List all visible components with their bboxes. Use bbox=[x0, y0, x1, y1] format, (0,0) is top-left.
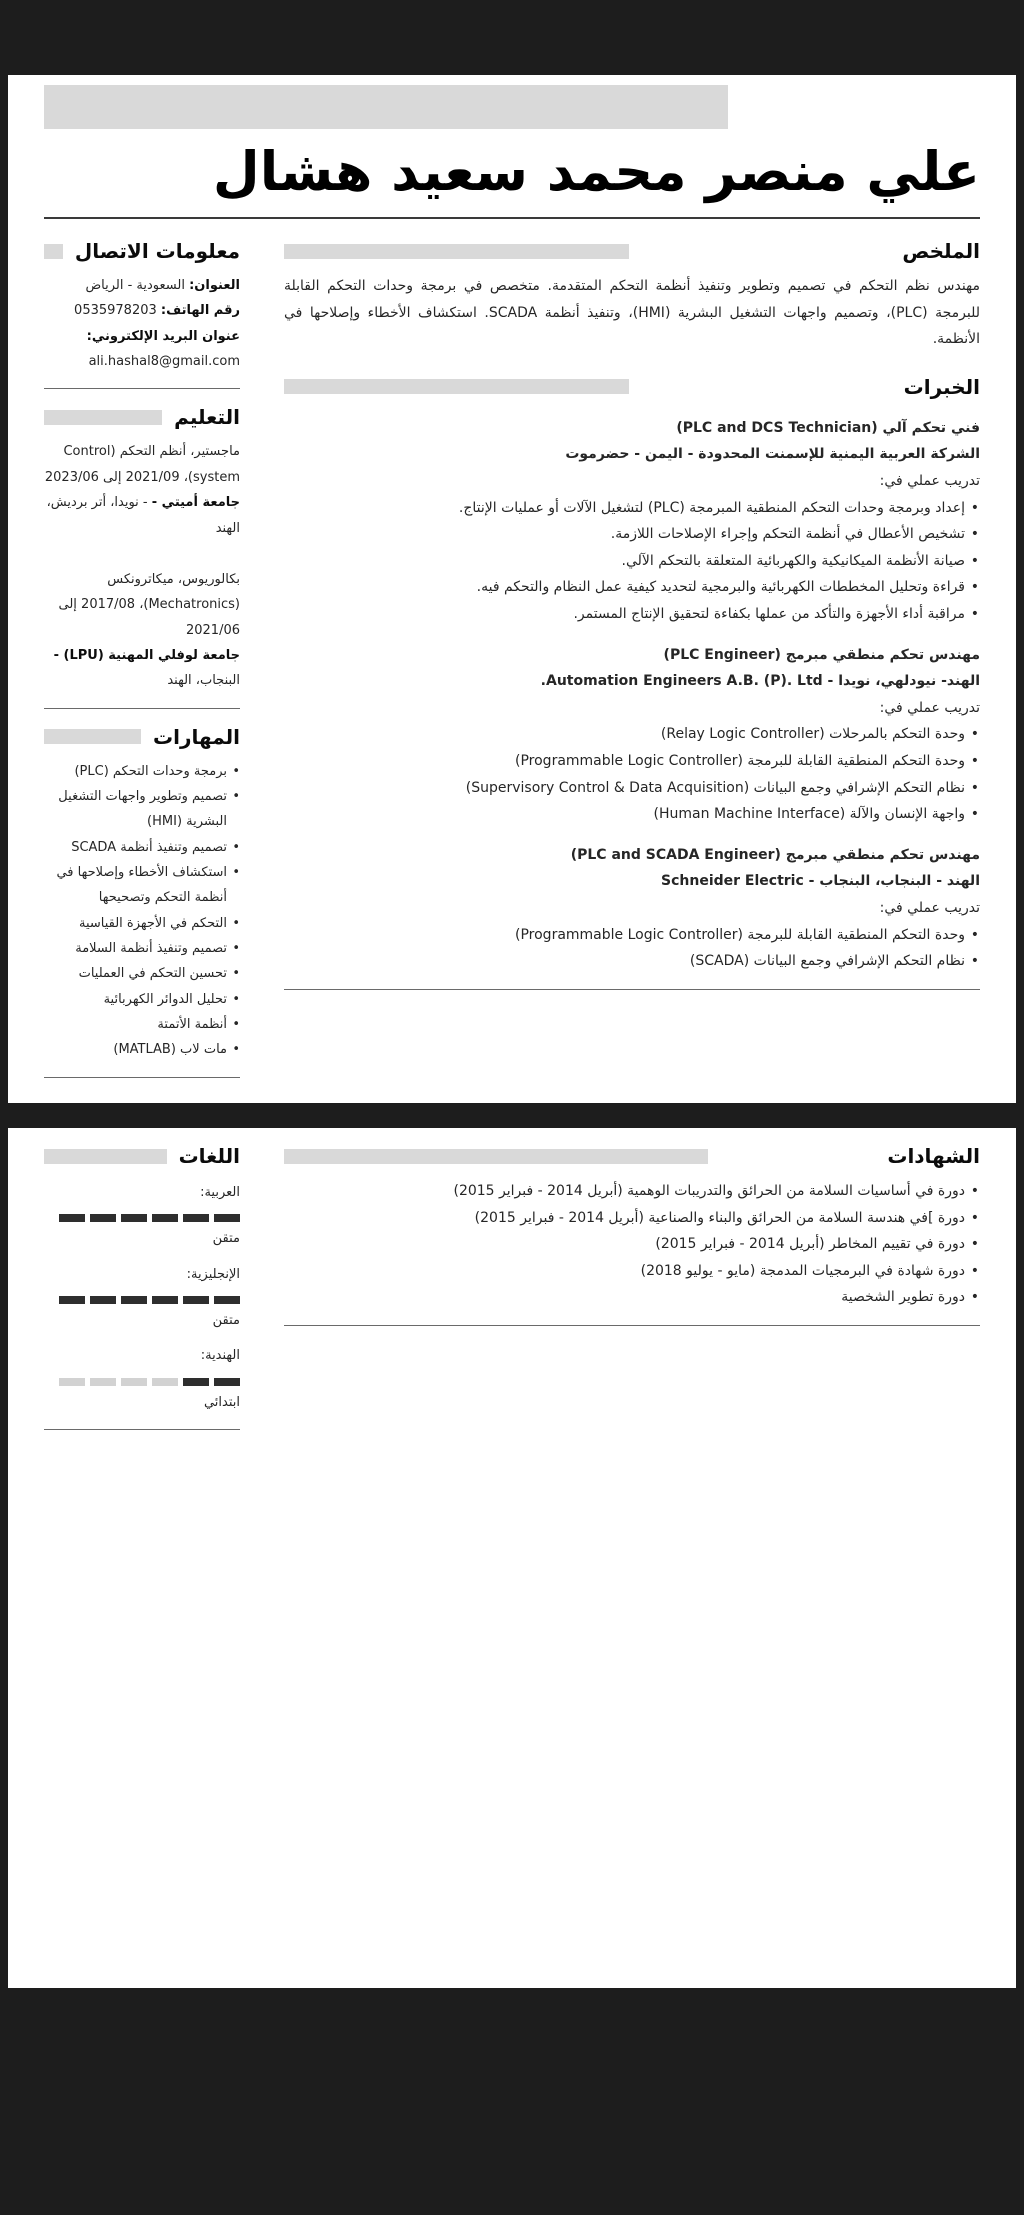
job-duty: • نظام التحكم الإشرافي وجمع البيانات (SCADA) bbox=[284, 948, 980, 975]
skills-section bbox=[44, 723, 240, 1063]
level-segment bbox=[90, 1378, 116, 1386]
certificate-item: • دورة في أساسيات السلامة من الحرائق والتدريبات الوهمية (أبريل 2014 - فبراير 2015) bbox=[284, 1178, 980, 1205]
sidebar-divider bbox=[44, 1077, 240, 1078]
contact-address bbox=[44, 273, 240, 298]
level-segment bbox=[121, 1378, 147, 1386]
heading-placeholder-bar bbox=[44, 244, 63, 259]
experience-section bbox=[284, 373, 980, 990]
job-company: الشركة العربية اليمنية للإسمنت المحدودة - اليمن - حضرموت bbox=[565, 446, 980, 463]
skill-item: • تصميم وتنفيذ أنظمة SCADA bbox=[44, 835, 240, 860]
skill-item: • أنظمة الأتمتة bbox=[44, 1012, 240, 1037]
skill-item: • تحسين التحكم في العمليات bbox=[44, 961, 240, 986]
skill-item: • استكشاف الأخطاء وإصلاحها في أنظمة التحكم وتصحيحها bbox=[44, 860, 240, 911]
skill-item: • تحليل الدوائر الكهربائية bbox=[44, 987, 240, 1012]
language-label: الهندية: bbox=[200, 1348, 240, 1364]
heading-placeholder-bar bbox=[284, 379, 629, 394]
level-segment bbox=[59, 1214, 85, 1222]
job-duties-list bbox=[284, 922, 980, 975]
job-intro: تدريب عملي في: bbox=[879, 899, 980, 916]
name-divider bbox=[44, 217, 980, 219]
certificates-divider bbox=[284, 1325, 980, 1326]
address-label: العنوان: bbox=[189, 278, 240, 294]
certificates-heading: الشهادات bbox=[887, 1144, 980, 1168]
job-duty: • إعداد وبرمجة وحدات التحكم المنطقية المبرمجة (PLC) لتشغيل الآلات أو عمليات الإنتاج. bbox=[284, 495, 980, 522]
contact-email-value: ali.hashal8@gmail.com bbox=[88, 354, 240, 370]
job-duty: • مراقبة أداء الأجهزة والتأكد من عملها بكفاءة لتحقيق الإنتاج المستمر. bbox=[284, 601, 980, 628]
certificate-item: • دورة في تقييم المخاطر (أبريل 2014 - فبراير 2015) bbox=[284, 1231, 980, 1258]
main-column bbox=[284, 237, 980, 990]
candidate-name: علي منصر محمد سعيد هشال bbox=[212, 140, 980, 203]
phone-value: 0535978203 bbox=[74, 303, 157, 319]
level-segment bbox=[121, 1214, 147, 1222]
language-entry bbox=[44, 1262, 240, 1334]
job-intro: تدريب عملي في: bbox=[879, 699, 980, 716]
experience-heading: الخبرات bbox=[903, 374, 980, 399]
languages-section bbox=[44, 1142, 240, 1430]
level-segment bbox=[183, 1378, 209, 1386]
sidebar-divider bbox=[44, 1429, 240, 1430]
skills-list bbox=[44, 759, 240, 1063]
language-level-label: ابتدائي bbox=[203, 1394, 240, 1410]
sidebar-divider bbox=[44, 388, 240, 389]
page1-columns bbox=[44, 237, 980, 1092]
address-value: السعودية - الرياض bbox=[85, 278, 185, 294]
main-column bbox=[284, 1142, 980, 1326]
skill-item: • تصميم وتنفيذ أنظمة السلامة bbox=[44, 936, 240, 961]
education-entry bbox=[44, 567, 240, 694]
sidebar-divider bbox=[44, 708, 240, 709]
languages-heading: اللغات bbox=[178, 1144, 240, 1168]
resume-page-1 bbox=[8, 75, 1016, 1103]
level-segment bbox=[90, 1296, 116, 1304]
contact-email-label: عنوان البريد الإلكتروني: bbox=[86, 328, 240, 344]
summary-section bbox=[284, 237, 980, 353]
skill-item: • التحكم في الأجهزة القياسية bbox=[44, 911, 240, 936]
summary-text: مهندس نظم التحكم في تصميم وتطوير وتنفيذ أنظمة التحكم المتقدمة. متخصص في برمجة وحدات التحكم القابلة للبرمجة (PLC)، وتصميم واجهات التشغيل البشرية (HMI)، وتنفيذ أنظمة SCADA. استكشاف الأخطاء وإصلاحها في الأنظمة. bbox=[284, 278, 980, 348]
certificates-section bbox=[284, 1142, 980, 1326]
level-segment bbox=[90, 1214, 116, 1222]
job-duty: • وحدة التحكم المنطقية القابلة للبرمجة (Programmable Logic Controller) bbox=[284, 922, 980, 949]
job-duty: • تشخيص الأعطال في أنظمة التحكم وإجراء الإصلاحات اللازمة. bbox=[284, 521, 980, 548]
certificate-item: • دورة تطوير الشخصية bbox=[284, 1284, 980, 1311]
job-entry bbox=[284, 642, 980, 828]
resume-page-2 bbox=[8, 1128, 1016, 1988]
job-duty: • واجهة الإنسان والآلة (Human Machine Interface) bbox=[284, 801, 980, 828]
language-level-bar bbox=[44, 1214, 240, 1222]
certificate-item: • دورة شهادة في البرمجيات المدمجة (مايو - يوليو 2018) bbox=[284, 1258, 980, 1285]
job-entry bbox=[284, 415, 980, 628]
language-entry bbox=[44, 1343, 240, 1415]
job-duty: • وحدة التحكم بالمرحلات (Relay Logic Controller) bbox=[284, 721, 980, 748]
phone-label: رقم الهاتف: bbox=[160, 303, 240, 319]
job-title: فني تحكم آلي (PLC and DCS Technician) bbox=[676, 419, 980, 436]
level-segment bbox=[152, 1378, 178, 1386]
job-duty: • صيانة الأنظمة الميكانيكية والكهربائية المتعلقة بالتحكم الآلي. bbox=[284, 548, 980, 575]
contact-phone bbox=[44, 298, 240, 323]
job-company: الهند- نيودلهي، نويدا - Automation Engineers A.B. (P). Ltd. bbox=[540, 673, 980, 690]
heading-placeholder-bar bbox=[284, 1149, 708, 1164]
education-entry bbox=[44, 439, 240, 540]
heading-placeholder-bar bbox=[44, 729, 141, 744]
heading-placeholder-bar bbox=[44, 1149, 167, 1164]
language-label: الإنجليزية: bbox=[186, 1266, 240, 1282]
experience-divider bbox=[284, 989, 980, 990]
education-heading: التعليم bbox=[174, 405, 240, 430]
level-segment bbox=[183, 1296, 209, 1304]
sidebar-column bbox=[44, 237, 240, 1092]
level-segment bbox=[152, 1214, 178, 1222]
job-intro: تدريب عملي في: bbox=[879, 473, 980, 490]
skill-item: • تصميم وتطوير واجهات التشغيل البشرية (HMI) bbox=[44, 784, 240, 835]
job-entry bbox=[284, 842, 980, 975]
level-segment bbox=[183, 1214, 209, 1222]
job-company: الهند - البنجاب، البنجاب - Schneider Electric bbox=[661, 873, 980, 890]
level-segment bbox=[214, 1378, 240, 1386]
contact-heading: معلومات الاتصال bbox=[74, 239, 240, 264]
job-duties-list bbox=[284, 721, 980, 827]
skill-item: • برمجة وحدات التحكم (PLC) bbox=[44, 759, 240, 784]
school: جامعة أميتي - - نويدا، أتر برديش، الهند bbox=[46, 495, 240, 536]
skill-item: • مات لاب (MATLAB) bbox=[44, 1037, 240, 1062]
certificate-item: • دورة ]في هندسة السلامة من الحرائق والبناء والصناعية (أبريل 2014 - فبراير 2015) bbox=[284, 1205, 980, 1232]
education-section bbox=[44, 403, 240, 693]
contact-section bbox=[44, 237, 240, 374]
language-level-bar bbox=[44, 1378, 240, 1386]
job-title: مهندس تحكم منطقي مبرمج (PLC and SCADA Engineer) bbox=[570, 846, 980, 863]
certificates-list bbox=[284, 1178, 980, 1311]
heading-placeholder-bar bbox=[44, 410, 162, 425]
language-level-label: متقن bbox=[212, 1313, 240, 1329]
language-level-label: متقن bbox=[212, 1231, 240, 1247]
degree: بكالوريوس، ميكاترونكس (Mechatronics)، 2017/08 إلى 2021/06 bbox=[58, 571, 240, 638]
level-segment bbox=[214, 1296, 240, 1304]
level-segment bbox=[214, 1214, 240, 1222]
header-placeholder-band bbox=[44, 85, 728, 129]
job-title: مهندس تحكم منطقي مبرمج (PLC Engineer) bbox=[663, 646, 980, 663]
level-segment bbox=[59, 1378, 85, 1386]
language-entry bbox=[44, 1180, 240, 1252]
job-duty: • قراءة وتحليل المخططات الكهربائية والبرمجية لتحديد كيفية عمل النظام والتحكم فيه. bbox=[284, 574, 980, 601]
skills-heading: المهارات bbox=[153, 724, 240, 749]
job-duty: • نظام التحكم الإشرافي وجمع البيانات (Supervisory Control & Data Acquisition) bbox=[284, 775, 980, 802]
page2-columns bbox=[44, 1142, 980, 1444]
sidebar-column bbox=[44, 1142, 240, 1444]
job-duties-list bbox=[284, 495, 980, 628]
summary-heading: الملخص bbox=[902, 239, 980, 264]
language-label: العربية: bbox=[200, 1185, 240, 1200]
level-segment bbox=[121, 1296, 147, 1304]
level-segment bbox=[59, 1296, 85, 1304]
heading-placeholder-bar bbox=[284, 244, 629, 259]
school: جامعة لوفلي المهنية (LPU) - البنجاب، الهند bbox=[53, 647, 240, 689]
job-duty: • وحدة التحكم المنطقية القابلة للبرمجة (Programmable Logic Controller) bbox=[284, 748, 980, 775]
degree: ماجستير، أنظم التحكم (Control system)، 2021/09 إلى 2023/06 bbox=[44, 444, 240, 485]
level-segment bbox=[152, 1296, 178, 1304]
language-level-bar bbox=[44, 1296, 240, 1304]
